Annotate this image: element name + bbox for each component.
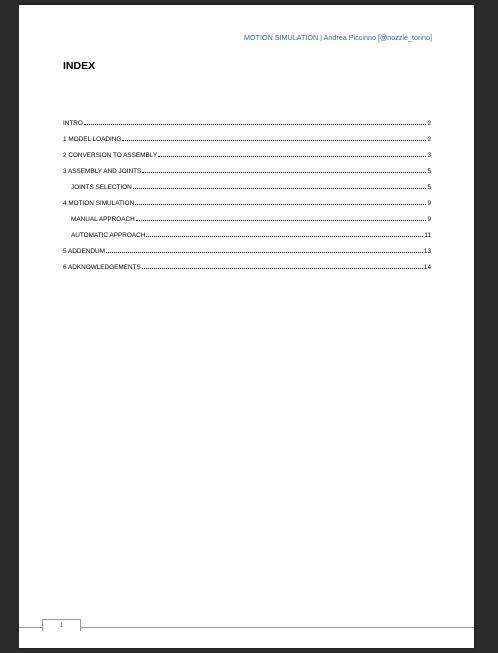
toc-entry-label: MANUAL APPROACH [71, 216, 135, 223]
toc-entry[interactable] [63, 143, 431, 159]
toc-entry-page: 2 [427, 136, 431, 143]
toc-entry-label: JOINTS SELECTION [71, 184, 132, 191]
toc-entry[interactable] [63, 255, 431, 271]
toc-entry-label: 3 ASSEMBLY AND JOINTS [63, 168, 142, 175]
toc-entry-page: 5 [427, 184, 431, 191]
toc-subentry[interactable] [63, 223, 431, 239]
toc-entry-page: 5 [427, 168, 431, 175]
page-number: 1 [42, 619, 81, 631]
toc-entry-label: 6 ADKNOWLEDGEMENTS [63, 264, 141, 271]
toc-entry[interactable] [63, 127, 431, 143]
table-of-contents [63, 111, 431, 271]
toc-entry-label: 1 MODEL LOADING [63, 136, 122, 143]
toc-entry[interactable] [63, 191, 431, 207]
toc-subentry[interactable] [63, 175, 431, 191]
toc-entry-page: 2 [427, 120, 431, 127]
toc-leader-dots [135, 204, 426, 205]
toc-leader-dots [136, 220, 427, 221]
toc-entry[interactable] [63, 159, 431, 175]
toc-leader-dots [106, 252, 423, 253]
document-page [19, 5, 474, 648]
toc-subentry[interactable] [63, 207, 431, 223]
toc-entry-page: 3 [427, 152, 431, 159]
toc-entry[interactable] [63, 239, 431, 255]
page-header: MOTION SIMULATION | Andrea Piccinno [@nozzle_torino] [244, 33, 432, 42]
toc-entry-page: 9 [427, 216, 431, 223]
page-title: INDEX [63, 60, 96, 72]
footer-divider [19, 627, 474, 628]
toc-entry-page: 13 [423, 248, 431, 255]
toc-entry[interactable] [63, 111, 431, 127]
toc-leader-dots [158, 156, 426, 157]
toc-entry-label: 4 MOTION SIMULATION [63, 200, 135, 207]
toc-entry-label: 5 ADDENDUM [63, 248, 105, 255]
toc-leader-dots [84, 124, 427, 125]
toc-entry-page: 11 [424, 232, 431, 239]
toc-entry-label: INTRO [63, 120, 83, 127]
toc-leader-dots [142, 172, 426, 173]
toc-entry-page: 9 [427, 200, 431, 207]
toc-leader-dots [142, 268, 423, 269]
toc-leader-dots [122, 140, 426, 141]
toc-leader-dots [133, 188, 427, 189]
toc-entry-page: 14 [423, 264, 431, 271]
toc-entry-label: 2 CONVERSION TO ASSEMBLY [63, 152, 158, 159]
toc-entry-label: AUTOMATIC APPROACH [71, 232, 146, 239]
toc-leader-dots [146, 236, 423, 237]
